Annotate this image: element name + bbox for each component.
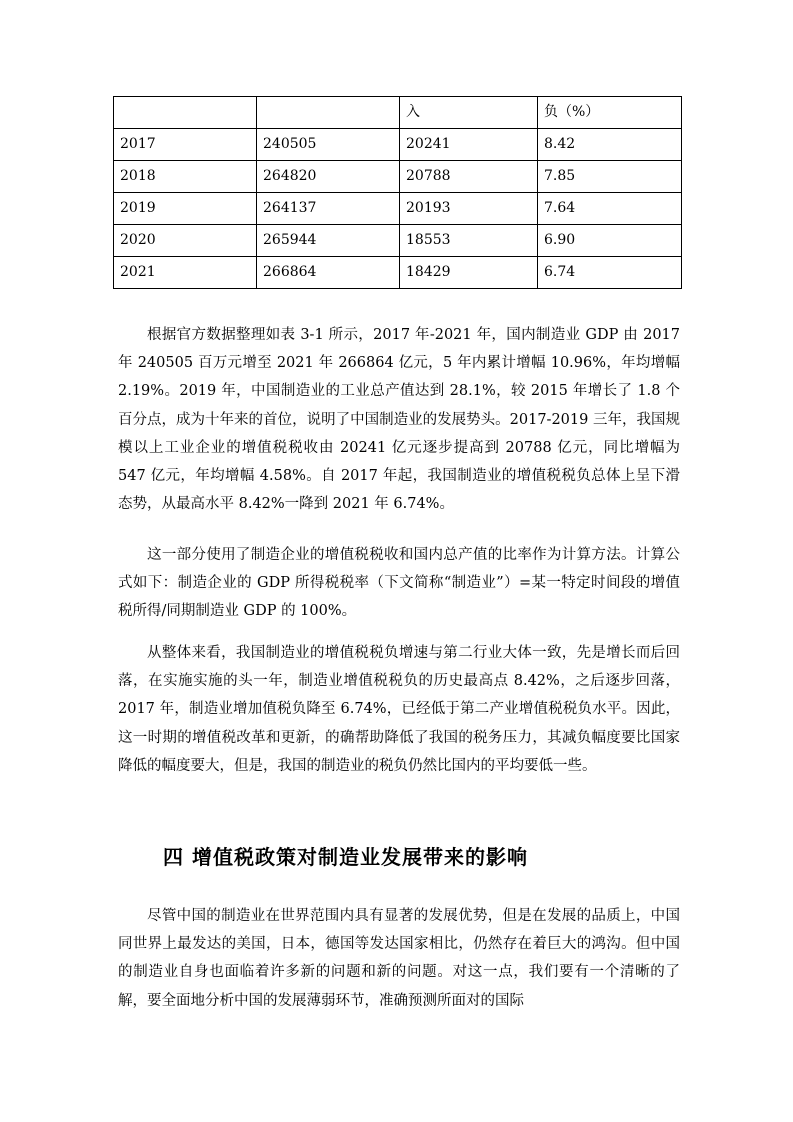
- table-cell: [114, 97, 257, 129]
- body-paragraph: 这一部分使用了制造企业的增值税税收和国内总产值的比率作为计算方法。计算公式如下：制造企业的 GDP 所得税税率（下文简称“制造业”）=某一特定时间段的增值税所得/同期制造业 GDP 的 100%。: [118, 547, 680, 620]
- table-cell: 入: [400, 97, 538, 129]
- table-cell: 2021: [114, 257, 257, 289]
- table-cell: 264137: [257, 193, 400, 225]
- table-row: [114, 193, 682, 225]
- table-cell: 20241: [400, 129, 538, 161]
- table-cell: 8.42: [538, 129, 682, 161]
- table-cell: 18553: [400, 225, 538, 257]
- table-cell: 264820: [257, 161, 400, 193]
- table-cell: 2019: [114, 193, 257, 225]
- table-row: [114, 129, 682, 161]
- table-cell: 2018: [114, 161, 257, 193]
- body-paragraph: 尽管中国的制造业在世界范围内具有显著的发展优势，但是在发展的品质上，中国同世界上最发达的美国，日本，德国等发达国家相比，仍然存在着巨大的鸿沟。但中国的制造业自身也面临着许多新的问题和新的问题。对这一点，我们要有一个清晰的了解，要全面地分析中国的发展薄弱环节，准确预测所面对的国际: [118, 908, 680, 1009]
- table-cell: 6.74: [538, 257, 682, 289]
- table-cell: 负（%）: [538, 97, 682, 129]
- table-row: [114, 97, 682, 129]
- table-cell: 266864: [257, 257, 400, 289]
- section-heading: 四 增值税政策对制造业发展带来的影响: [163, 845, 528, 869]
- table-cell: 240505: [257, 129, 400, 161]
- table-cell: 7.85: [538, 161, 682, 193]
- table-cell: 265944: [257, 225, 400, 257]
- table-row: [114, 225, 682, 257]
- table-cell: 18429: [400, 257, 538, 289]
- table-cell: 2020: [114, 225, 257, 257]
- table-cell: 2017: [114, 129, 257, 161]
- table-row: [114, 257, 682, 289]
- body-paragraph: 根据官方数据整理如表 3-1 所示，2017 年-2021 年，国内制造业 GDP 由 2017 年 240505 百万元增至 2021 年 266864 亿元，5 年内累计增幅 10.96%，年均增幅 2.19%。2019 年，中国制造业的工业总产值达到 28.1%，较 2015 年增长了 1.8 个百分点，成为十年来的首位，说明了中国制造业的发展势头。2017-2019 三年，我国规模以上工业企业的增值税税收由 20241 亿元逐步提高到 20788 亿元，同比增幅为 547 亿元，年均增幅 4.58%。自 2017 年起，我国制造业的增值税税负总体上呈下滑态势，从最高水平 8.42%一降到 2021 年 6.74%。: [118, 327, 680, 513]
- table-row: [114, 161, 682, 193]
- body-paragraph: 从整体来看，我国制造业的增值税税负增速与第二行业大体一致，先是增长而后回落，在实施实施的头一年，制造业增值税税负的历史最高点 8.42%，之后逐步回落，2017 年，制造业增加值税负降至 6.74%，已经低于第二产业增值税税负水平。因此，这一时期的增值税改革和更新，的确帮助降低了我国的税务压力，其减负幅度要比国家降低的幅度要大，但是，我国的制造业的税负仍然比国内的平均要低一些。: [118, 645, 680, 774]
- table-cell: 7.64: [538, 193, 682, 225]
- table-cell: [257, 97, 400, 129]
- table-cell: 6.90: [538, 225, 682, 257]
- table-cell: 20788: [400, 161, 538, 193]
- tax-data-table: [113, 96, 682, 289]
- table-cell: 20193: [400, 193, 538, 225]
